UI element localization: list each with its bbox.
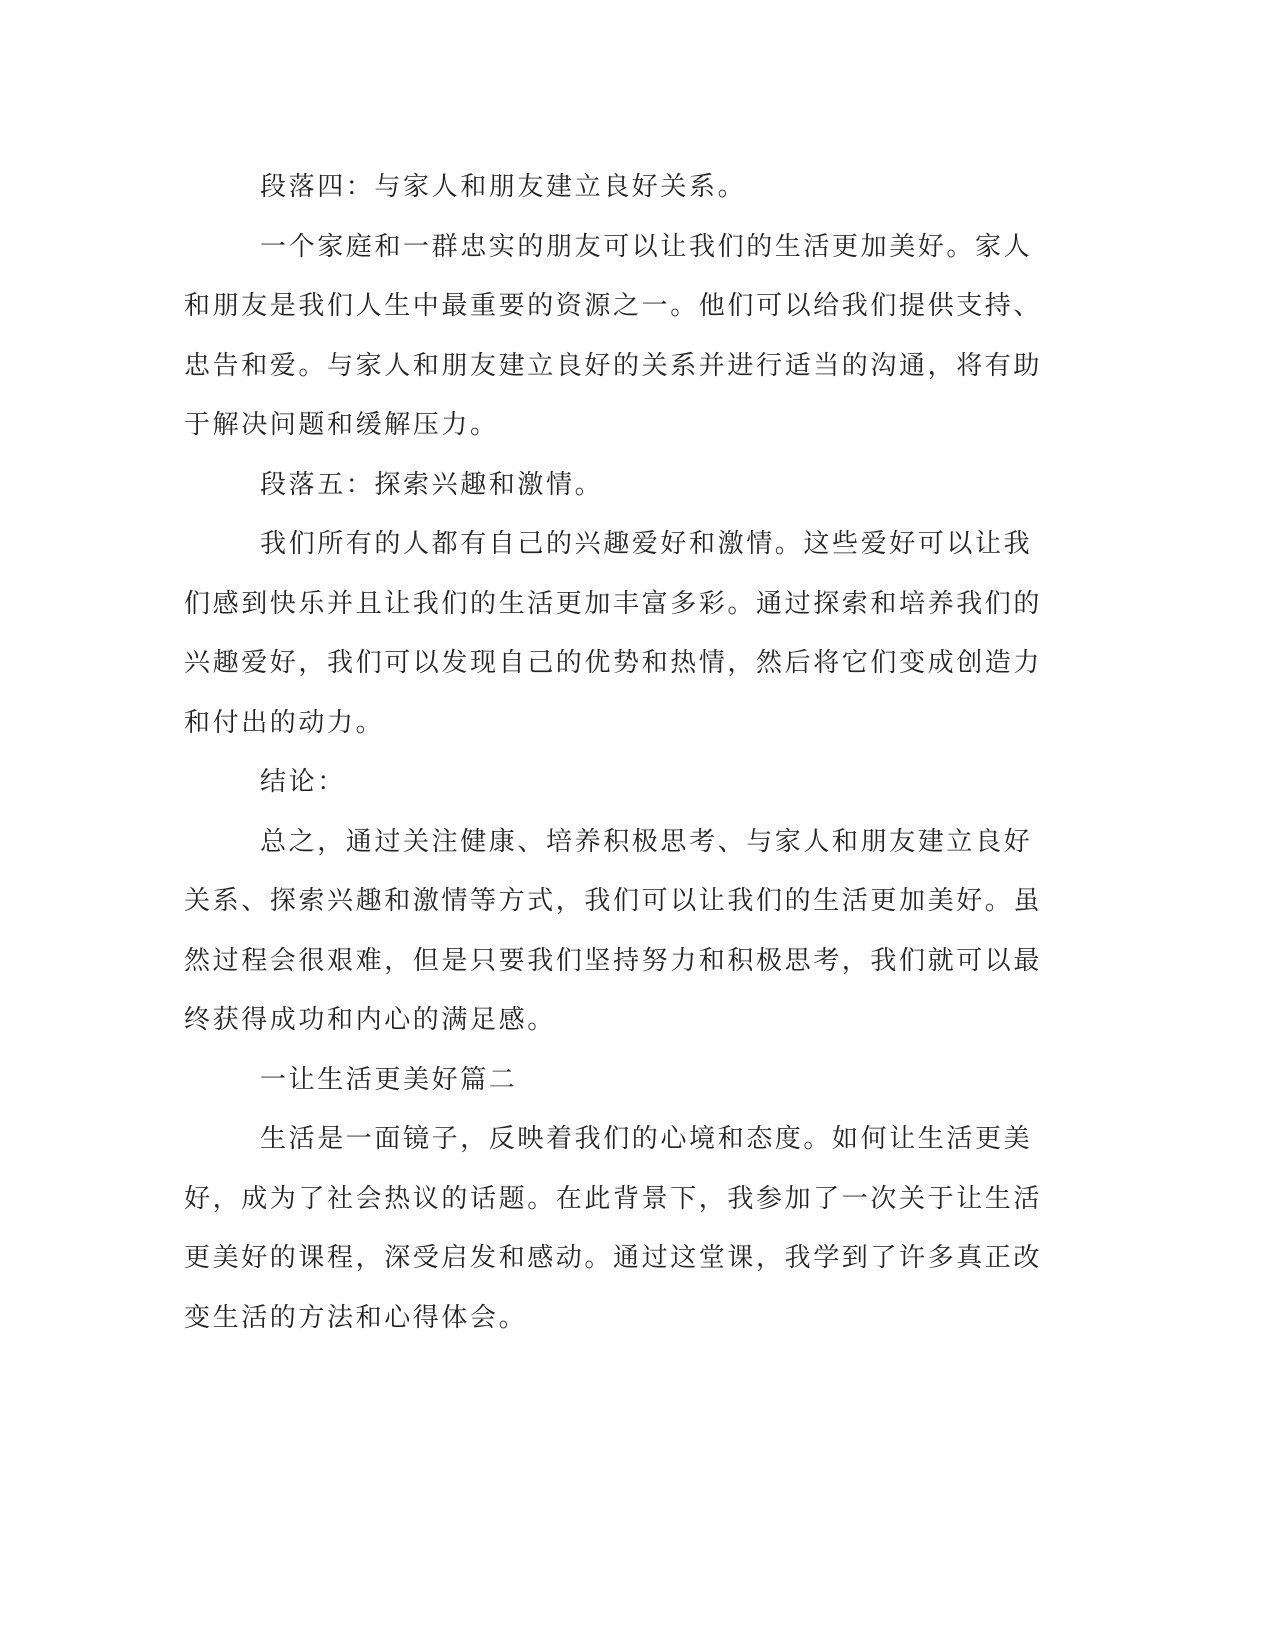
body-paragraph-interests: 我们所有的人都有自己的兴趣爱好和激情。这些爱好可以让我们感到快乐并且让我们的生活更加丰富多彩。通过探索和培养我们的兴趣爱好，我们可以发现自己的优势和热情，然后将它们变成创造力和付出的动力。 [184,529,1043,738]
section-heading-paragraph-five: 段落五：探索兴趣和激情。 [260,469,604,500]
section-heading-conclusion: 结论： [260,767,346,797]
section-heading-paragraph-four: 段落四：与家人和朋友建立良好关系。 [260,172,747,202]
document-body [184,158,1048,1348]
body-paragraph-family-friends: 一个家庭和一群忠实的朋友可以让我们的生活更加美好。家人和朋友是我们人生中最重要的资源之一。他们可以给我们提供支持、忠告和爱。与家人和朋友建立良好的关系并进行适当的沟通，将有助于解决问题和缓解压力。 [184,231,1043,440]
body-paragraph-conclusion: 总之，通过关注健康、培养积极思考、与家人和朋友建立良好关系、探索兴趣和激情等方式，我们可以让我们的生活更加美好。虽然过程会很艰难，但是只要我们坚持努力和积极思考，我们就可以最终获得成功和内心的满足感。 [184,826,1043,1035]
article-title-part-two: 一让生活更美好篇二 [260,1064,518,1095]
body-paragraph-life-mirror: 生活是一面镜子，反映着我们的心境和态度。如何让生活更美好，成为了社会热议的话题。在此背景下，我参加了一次关于让生活更美好的课程，深受启发和感动。通过这堂课，我学到了许多真正改变生活的方法和心得体会。 [184,1124,1043,1333]
